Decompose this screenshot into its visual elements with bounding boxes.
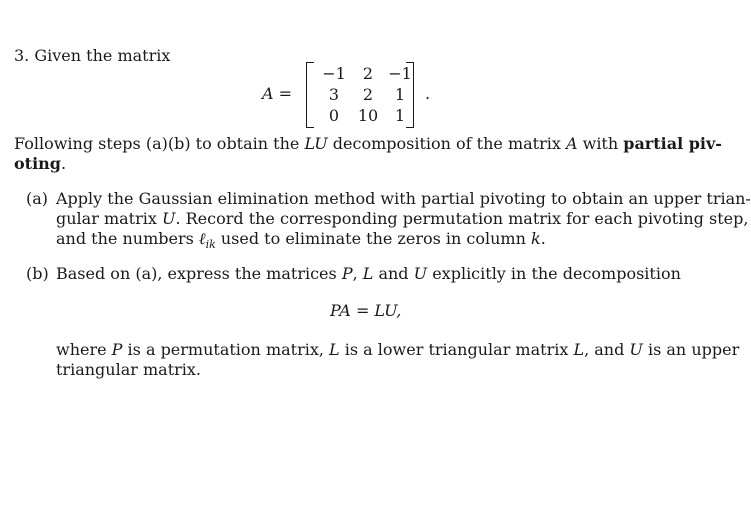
matrix-left-bracket [306, 62, 314, 128]
math-p: P [341, 264, 353, 283]
matrix-cell: 2 [362, 64, 374, 83]
matrix-cell: 1 [394, 106, 406, 125]
math-u: U [629, 340, 643, 359]
matrix-cell: −1 [388, 64, 412, 83]
part-a-line-1: Apply the Gaussian elimination method with partial pivoting to obtain an upper trian- [56, 189, 751, 208]
math-subscript: ik [205, 238, 216, 252]
math-l: L [362, 264, 374, 283]
part-b-line-1 [56, 264, 681, 284]
text: explicitly in the decomposition [427, 264, 681, 283]
part-a-line-2 [56, 209, 748, 229]
text: gular matrix [56, 209, 162, 228]
text: . [540, 229, 546, 248]
matrix-cell: −1 [322, 64, 346, 83]
math-p: P [111, 340, 123, 359]
text: is a permutation matrix, [122, 340, 330, 359]
part-b-label: (b) [26, 264, 49, 283]
part-b-line-3 [56, 340, 739, 360]
text: . Record the corresponding permutation matrix for each pivoting step, [175, 209, 749, 228]
math-k: k [530, 229, 541, 248]
text: and [373, 264, 414, 283]
text: , and [584, 340, 630, 359]
matrix-cell: 2 [362, 85, 374, 104]
problem-number: 3. [14, 46, 30, 65]
math-lu: LU [304, 134, 328, 153]
text: where [56, 340, 112, 359]
text: , [352, 264, 363, 283]
matrix-right-bracket [406, 62, 414, 128]
matrix-entries [316, 63, 416, 126]
math-u: U [413, 264, 428, 283]
text: Based on (a), express the matrices [56, 264, 342, 283]
instruction-line-2 [14, 154, 66, 174]
text: used to eliminate the zeros in column [215, 229, 531, 248]
text: is an upper [642, 340, 740, 359]
part-a-line-3 [56, 229, 546, 255]
math-l: L [329, 340, 340, 359]
part-b-line-4: triangular matrix. [56, 360, 201, 379]
text: . [60, 154, 67, 173]
bold-text: oting [14, 154, 61, 173]
instruction-line-1 [14, 134, 722, 154]
math-a: A [565, 134, 578, 153]
math-ell: ℓ [198, 229, 206, 248]
equation-pa-lu: PA = LU, [330, 301, 402, 320]
problem-intro: Given the matrix [34, 46, 171, 65]
matrix-cell: 3 [328, 85, 340, 104]
part-a-label: (a) [26, 189, 49, 208]
matrix-cell: 1 [394, 85, 406, 104]
text: decomposition of the matrix [327, 134, 566, 153]
matrix-name: A = [262, 84, 293, 103]
bold-text: partial piv- [623, 134, 722, 153]
text: and the numbers [56, 229, 199, 248]
math-u: U [161, 209, 176, 228]
text: is a lower triangular matrix [339, 340, 574, 359]
matrix-cell: 10 [357, 106, 379, 125]
text: Following steps (a)(b) to obtain the [14, 134, 305, 153]
problem-heading [14, 46, 170, 66]
matrix-period: . [425, 84, 431, 103]
text: with [577, 134, 624, 153]
matrix-cell: 0 [328, 106, 340, 125]
math-l: L [573, 340, 585, 359]
